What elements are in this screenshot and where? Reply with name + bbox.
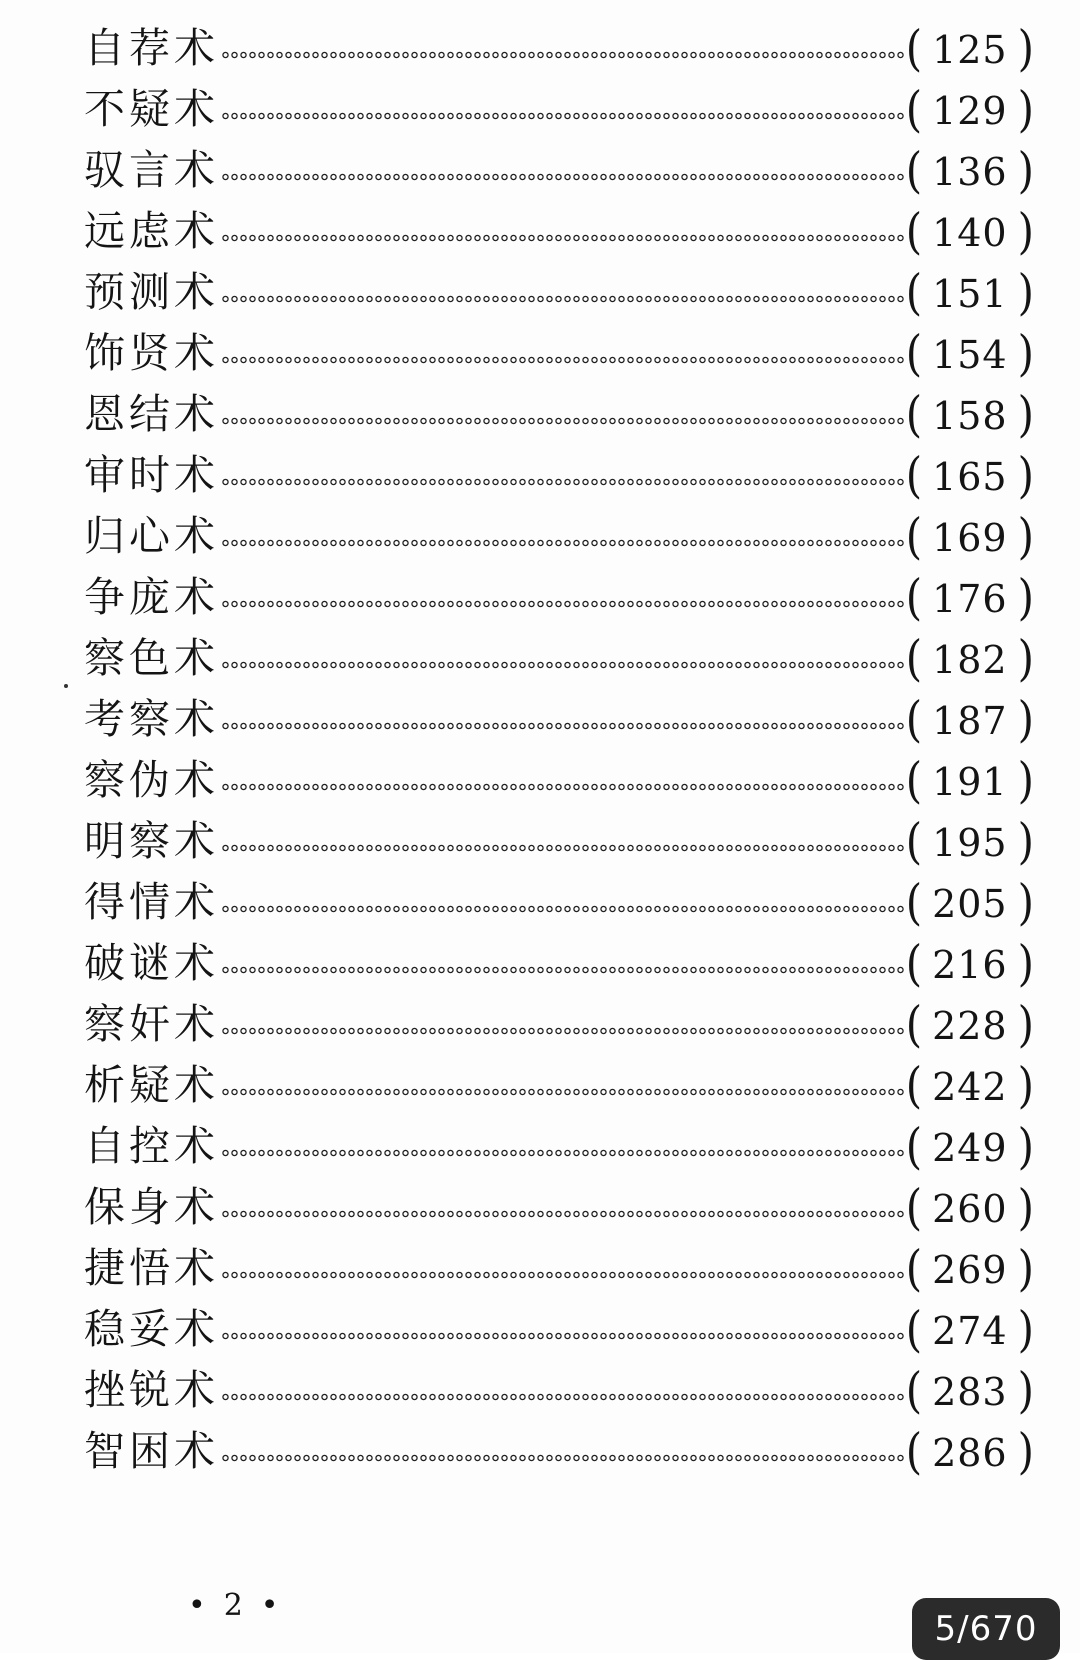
toc-entry-page: ( 242 ): [905, 1056, 1034, 1114]
toc-entry[interactable]: [84, 1055, 1034, 1116]
toc-entry-page: ( 187 ): [905, 690, 1034, 748]
toc-entry-page: ( 182 ): [905, 629, 1034, 687]
toc-entry[interactable]: [84, 628, 1034, 689]
toc-entry-page: ( 205 ): [905, 873, 1034, 931]
toc-entry-title: 饰贤术: [84, 329, 219, 377]
toc-entry-page: ( 169 ): [905, 507, 1034, 565]
toc-entry-page: ( 125 ): [905, 19, 1034, 77]
toc-entry[interactable]: [84, 994, 1034, 1055]
toc-entry-title: 审时术: [84, 451, 219, 499]
dot-leader: [221, 1026, 904, 1036]
toc-entry-title: 察奸术: [84, 1000, 219, 1048]
toc-entry[interactable]: [84, 1421, 1034, 1482]
dot-leader: [221, 1087, 904, 1097]
dot-leader: [221, 50, 904, 60]
dot-leader: [221, 172, 904, 182]
toc-entry[interactable]: [84, 689, 1034, 750]
toc-entry[interactable]: [84, 1238, 1034, 1299]
scan-speck: [64, 684, 68, 688]
toc-entry[interactable]: [84, 506, 1034, 567]
toc-entry[interactable]: [84, 1299, 1034, 1360]
toc-entry[interactable]: [84, 567, 1034, 628]
toc-entry[interactable]: [84, 1360, 1034, 1421]
dot-leader: [221, 721, 904, 731]
toc-entry[interactable]: [84, 811, 1034, 872]
dot-leader: [221, 904, 904, 914]
toc-entry-page: ( 165 ): [905, 446, 1034, 504]
toc-entry-title: 保身术: [84, 1183, 219, 1231]
toc-entry-title: 恩结术: [84, 390, 219, 438]
dot-leader: [221, 660, 904, 670]
folio-number: 2: [223, 1588, 261, 1623]
dot-leader: [221, 1392, 904, 1402]
dot-leader: [221, 1148, 904, 1158]
toc-entry-page: ( 140 ): [905, 202, 1034, 260]
toc-entry[interactable]: [84, 79, 1034, 140]
toc-entry[interactable]: [84, 445, 1034, 506]
toc-entry-title: 析疑术: [84, 1061, 219, 1109]
toc-entry-page: ( 129 ): [905, 80, 1034, 138]
toc-entry-page: ( 151 ): [905, 263, 1034, 321]
page-counter-badge[interactable]: [912, 1598, 1060, 1660]
toc-entry-title: 挫锐术: [84, 1366, 219, 1414]
toc-entry-title: 考察术: [84, 695, 219, 743]
toc-entry[interactable]: [84, 1177, 1034, 1238]
folio-dot-left: •: [188, 1588, 224, 1623]
toc-entry-title: 察色术: [84, 634, 219, 682]
toc-entry-page: ( 249 ): [905, 1117, 1034, 1175]
table-of-contents: [84, 18, 1034, 1482]
toc-entry-title: 捷悟术: [84, 1244, 219, 1292]
page-folio: [188, 1588, 297, 1623]
dot-leader: [221, 1453, 904, 1463]
dot-leader: [221, 355, 904, 365]
toc-entry-title: 预测术: [84, 268, 219, 316]
toc-entry-page: ( 260 ): [905, 1178, 1034, 1236]
dot-leader: [221, 782, 904, 792]
dot-leader: [221, 416, 904, 426]
toc-entry-page: ( 228 ): [905, 995, 1034, 1053]
toc-entry-page: ( 283 ): [905, 1361, 1034, 1419]
toc-entry[interactable]: [84, 140, 1034, 201]
toc-entry[interactable]: [84, 262, 1034, 323]
toc-entry-title: 远虑术: [84, 207, 219, 255]
toc-entry-page: ( 191 ): [905, 751, 1034, 809]
toc-entry-page: ( 154 ): [905, 324, 1034, 382]
dot-leader: [221, 965, 904, 975]
dot-leader: [221, 599, 904, 609]
toc-entry-title: 不疑术: [84, 85, 219, 133]
toc-entry-title: 察伪术: [84, 756, 219, 804]
toc-entry[interactable]: [84, 872, 1034, 933]
dot-leader: [221, 233, 904, 243]
dot-leader: [221, 477, 904, 487]
toc-entry-page: ( 216 ): [905, 934, 1034, 992]
toc-entry-title: 明察术: [84, 817, 219, 865]
dot-leader: [221, 843, 904, 853]
dot-leader: [221, 1209, 904, 1219]
toc-entry[interactable]: [84, 18, 1034, 79]
toc-entry-page: ( 269 ): [905, 1239, 1034, 1297]
dot-leader: [221, 294, 904, 304]
toc-entry[interactable]: [84, 1116, 1034, 1177]
toc-entry-page: ( 158 ): [905, 385, 1034, 443]
toc-entry-title: 自荐术: [84, 24, 219, 72]
toc-entry-title: 得情术: [84, 878, 219, 926]
toc-entry-title: 争庞术: [84, 573, 219, 621]
toc-entry[interactable]: [84, 323, 1034, 384]
toc-entry[interactable]: [84, 201, 1034, 262]
dot-leader: [221, 1270, 904, 1280]
dot-leader: [221, 538, 904, 548]
toc-entry-title: 驭言术: [84, 146, 219, 194]
toc-entry-title: 归心术: [84, 512, 219, 560]
toc-entry-page: ( 195 ): [905, 812, 1034, 870]
toc-entry-title: 智困术: [84, 1427, 219, 1475]
dot-leader: [221, 1331, 904, 1341]
toc-entry[interactable]: [84, 384, 1034, 445]
folio-dot-right: •: [260, 1588, 297, 1623]
toc-entry-title: 破谜术: [84, 939, 219, 987]
toc-entry-title: 自控术: [84, 1122, 219, 1170]
toc-entry-page: ( 176 ): [905, 568, 1034, 626]
toc-entry-page: ( 136 ): [905, 141, 1034, 199]
toc-entry-page: ( 274 ): [905, 1300, 1034, 1358]
dot-leader: [221, 111, 904, 121]
page-counter-text: 5/670: [934, 1609, 1038, 1649]
toc-entry[interactable]: [84, 750, 1034, 811]
toc-entry[interactable]: [84, 933, 1034, 994]
toc-entry-page: ( 286 ): [905, 1422, 1034, 1480]
toc-entry-title: 稳妥术: [84, 1305, 219, 1353]
